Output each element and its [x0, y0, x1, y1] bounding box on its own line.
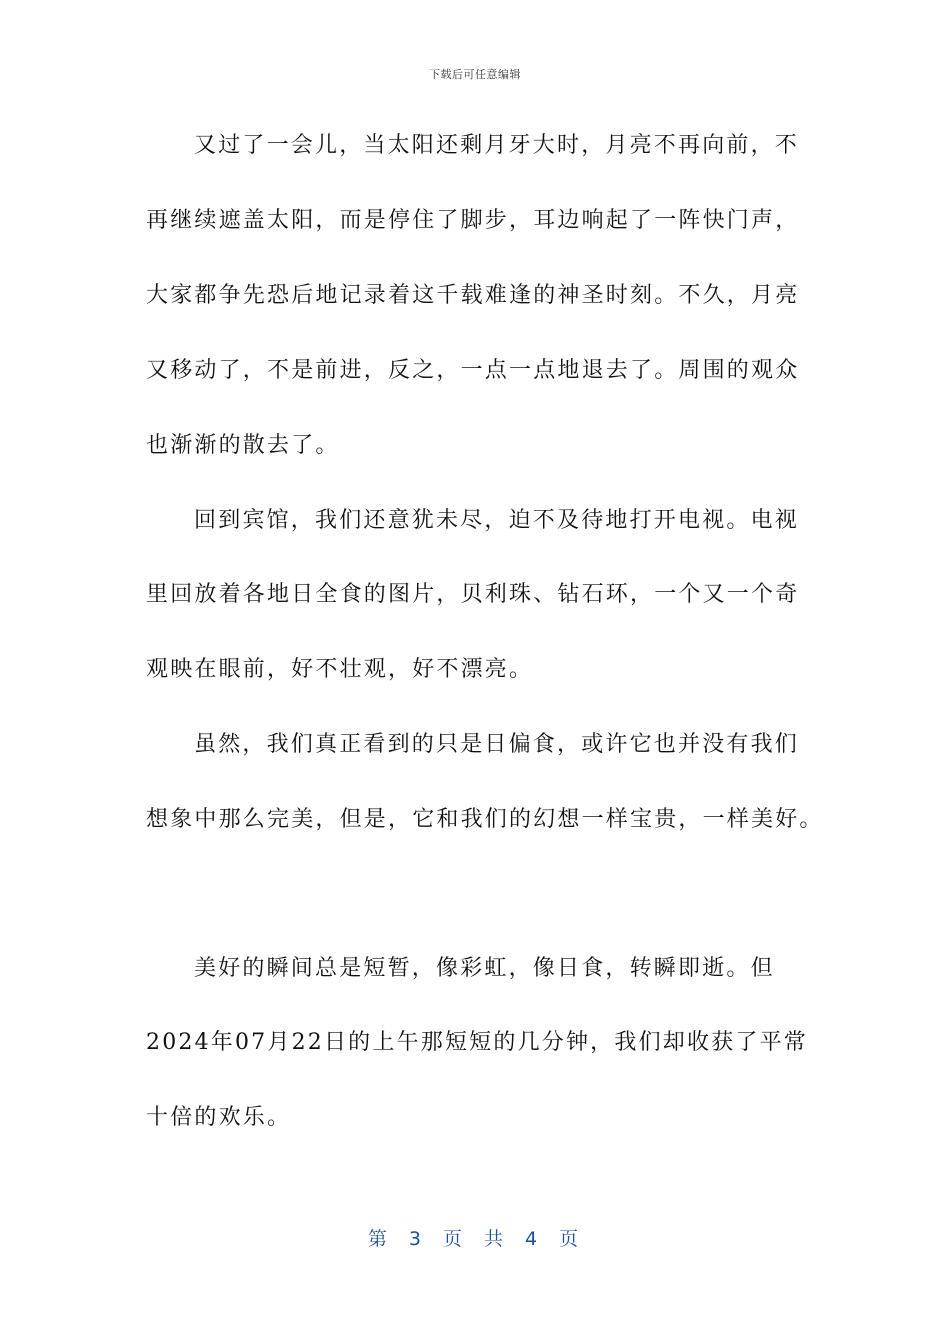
paragraph-4-line-1: 美好的瞬间总是短暂，像彩虹，像日食，转瞬即逝。但: [194, 956, 775, 981]
paragraph-4-line-2: 2024年07月22日的上午那短短的几分钟，我们却收获了平常: [146, 1030, 808, 1055]
paragraph-1-line-4: 又移动了，不是前进，反之，一点一点地退去了。周围的观众: [146, 358, 800, 383]
paragraph-3-line-1: 虽然，我们真正看到的只是日偏食，或许它也并没有我们: [194, 732, 800, 757]
page-number-footer: 第 3 页 共 4 页: [367, 1228, 583, 1250]
paragraph-1-line-2: 再继续遮盖太阳，而是停住了脚步，耳边响起了一阵快门声，: [146, 208, 800, 233]
paragraph-1-line-1: 又过了一会儿，当太阳还剩月牙大时，月亮不再向前，不: [194, 133, 800, 158]
paragraph-1-line-3: 大家都争先恐后地记录着这千载难逢的神圣时刻。不久，月亮: [146, 283, 800, 308]
page-header: 下载后可任意编辑: [429, 68, 521, 81]
paragraph-2-line-2: 里回放着各地日全食的图片，贝利珠、钻石环，一个又一个奇: [146, 582, 800, 607]
paragraph-1-line-5: 也渐渐的散去了。: [146, 433, 340, 458]
paragraph-2-line-3: 观映在眼前，好不壮观，好不漂亮。: [146, 657, 534, 682]
paragraph-3-line-2: 想象中那么完美，但是，它和我们的幻想一样宝贵，一样美好。: [146, 807, 824, 832]
paragraph-4-line-3: 十倍的欢乐。: [146, 1105, 292, 1130]
paragraph-2-line-1: 回到宾馆，我们还意犹未尽，迫不及待地打开电视。电视: [194, 508, 800, 533]
